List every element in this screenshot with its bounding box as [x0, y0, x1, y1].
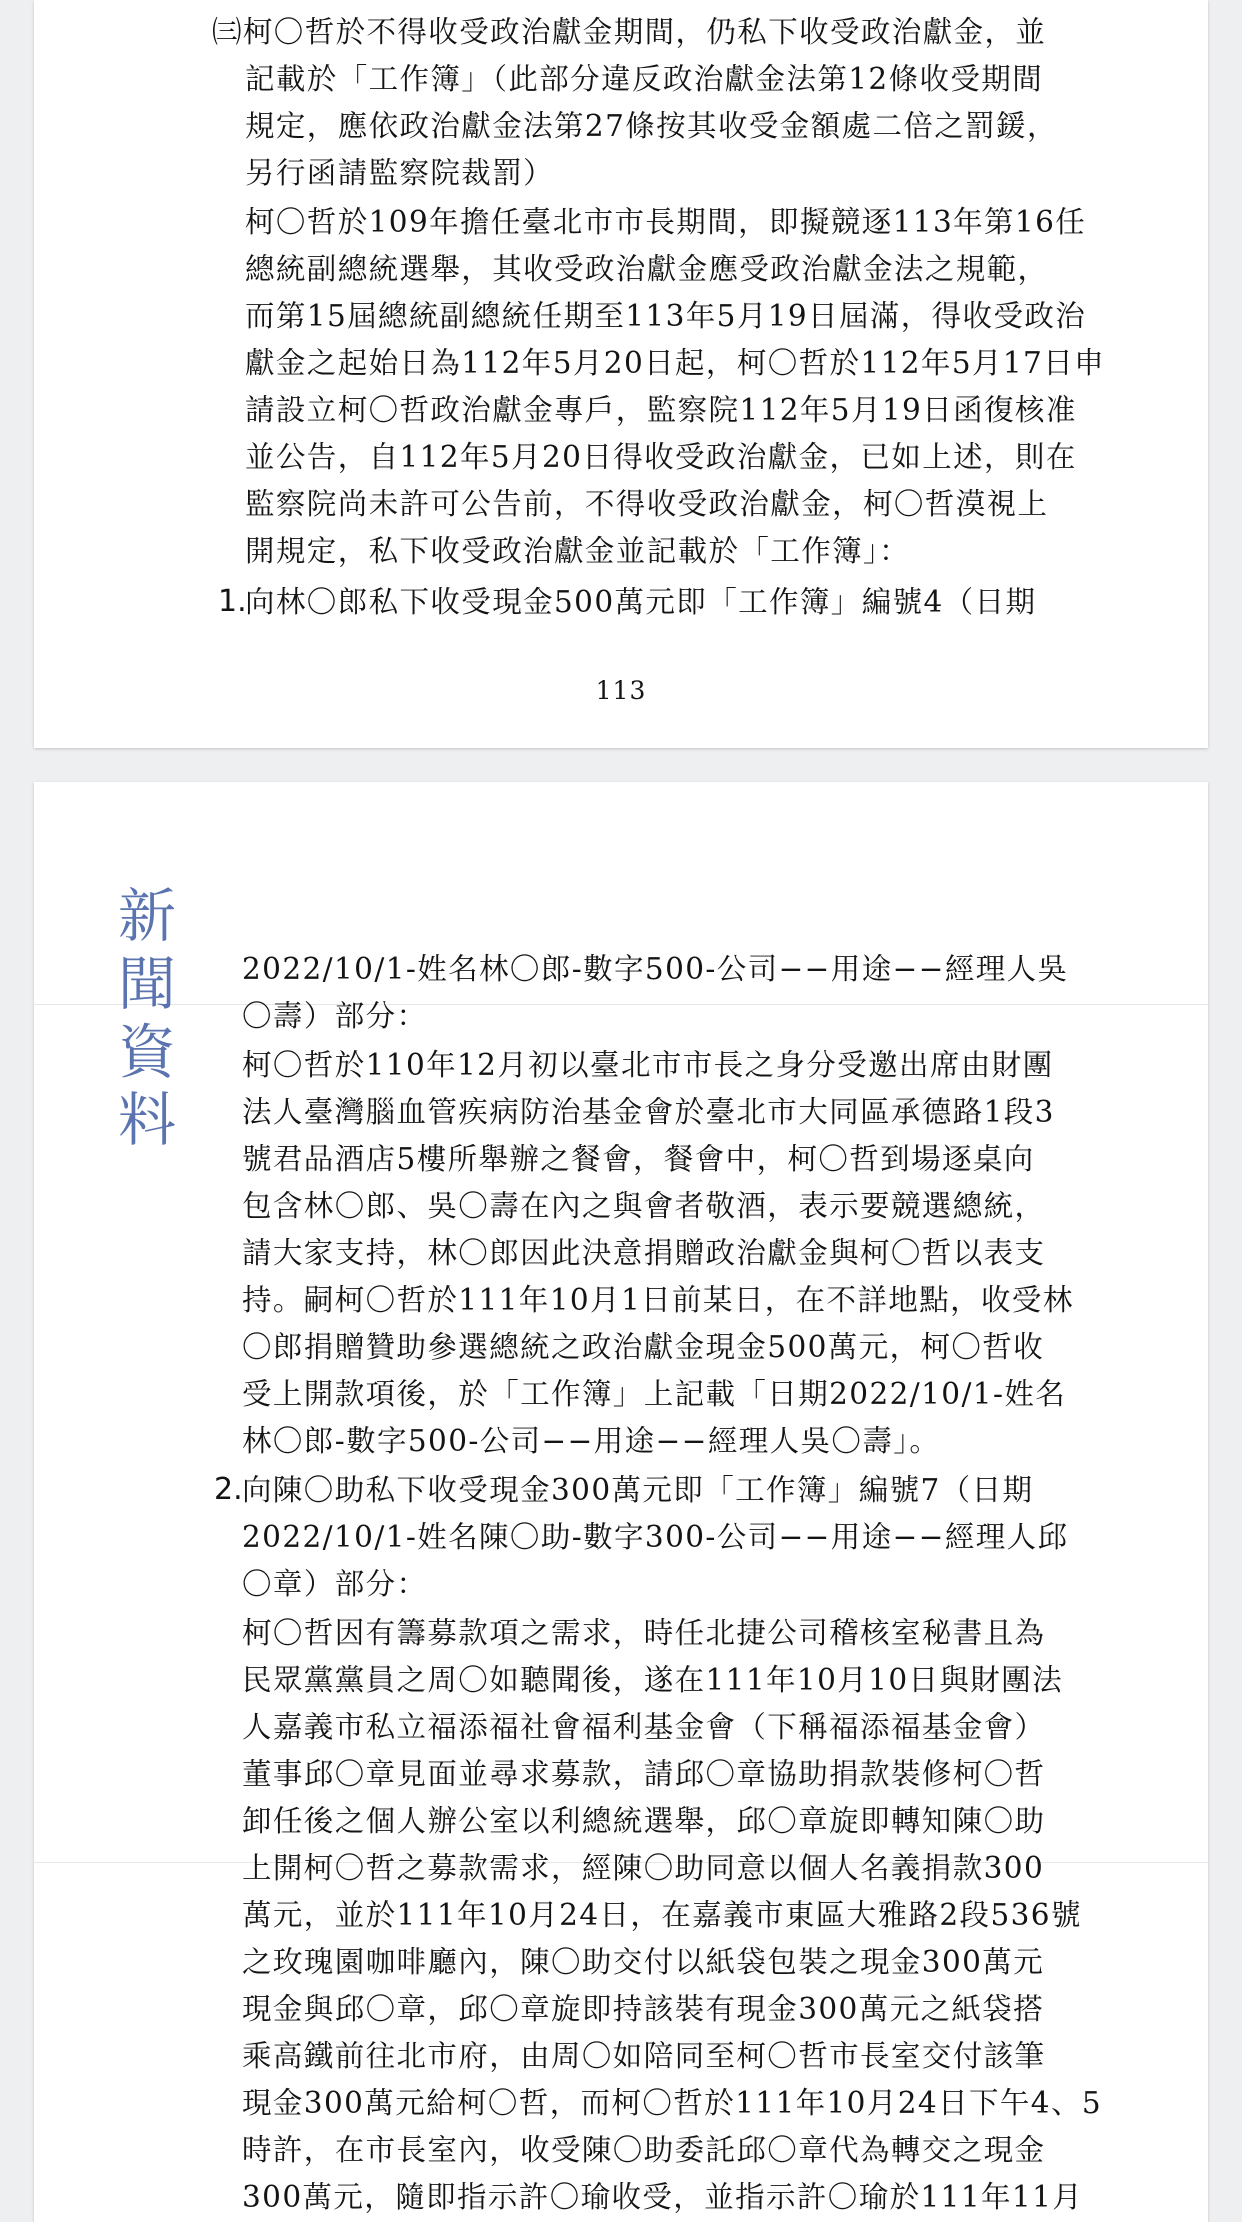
list-item-line: 向陳〇助私下收受現金300萬元即「工作簿」編號7（日期 — [242, 1473, 1034, 1507]
text-line: 柯〇哲於110年12月初以臺北市市長之身分受邀出席由財團 — [242, 1048, 1054, 1082]
page-number: 113 — [595, 676, 647, 705]
text-line: 現金300萬元給柯〇哲，而柯〇哲於111年10月24日下午4、5 — [242, 2086, 1103, 2120]
text-line: 獻金之起始日為112年5月20日起，柯〇哲於112年5月17日申 — [245, 346, 1106, 380]
text-line: 〇壽）部分： — [242, 999, 428, 1033]
stamp-char: 聞 — [117, 950, 176, 1018]
text-line: 法人臺灣腦血管疾病防治基金會於臺北市大同區承德路1段3 — [242, 1095, 1055, 1129]
stamp-char: 料 — [117, 1086, 176, 1154]
text-line: 〇章）部分： — [242, 1567, 428, 1601]
text-line: 另行函請監察院裁罰） — [245, 156, 555, 190]
text-line: 2022/10/1-姓名陳〇助-數字300-公司−−用途−−經理人邱 — [242, 1520, 1069, 1554]
text-line: 林〇郎-數字500-公司−−用途−−經理人吳〇壽」。 — [242, 1424, 941, 1458]
text-line: 2022/10/1-姓名林〇郎-數字500-公司−−用途−−經理人吳 — [242, 952, 1069, 986]
text-line: 請大家支持，林〇郎因此決意捐贈政治獻金與柯〇哲以表支 — [242, 1236, 1046, 1270]
document-page-114 — [34, 782, 1208, 2222]
text-line: 並公告，自112年5月20日得收受政治獻金，已如上述，則在 — [245, 440, 1077, 474]
list-item-line: 向林〇郎私下收受現金500萬元即「工作簿」編號4（日期 — [245, 585, 1037, 619]
list-item-marker: 2. — [214, 1472, 243, 1507]
text-line: 民眾黨黨員之周〇如聽聞後，遂在111年10月10日與財團法 — [242, 1663, 1063, 1697]
text-line: 〇郎捐贈贊助參選總統之政治獻金現金500萬元，柯〇哲收 — [242, 1330, 1045, 1364]
text-line: 總統副總統選舉，其收受政治獻金應受政治獻金法之規範， — [245, 252, 1049, 286]
text-line: 之玫瑰園咖啡廳內，陳〇助交付以紙袋包裝之現金300萬元 — [242, 1945, 1045, 1979]
text-line: 號君品酒店5樓所舉辦之餐會，餐會中，柯〇哲到場逐桌向 — [242, 1142, 1035, 1176]
text-line: 董事邱〇章見面並尋求募款，請邱〇章協助捐款裝修柯〇哲 — [242, 1757, 1046, 1791]
text-line: 而第15屆總統副總統任期至113年5月19日屆滿，得收受政治 — [245, 299, 1087, 333]
text-line: 300萬元，隨即指示許〇瑜收受，並指示許〇瑜於111年11月 — [242, 2180, 1084, 2214]
text-line: 柯〇哲於109年擔任臺北市市長期間，即擬競逐113年第16任 — [245, 205, 1087, 239]
text-line: 規定，應依政治獻金法第27條按其收受金額處二倍之罰鍰， — [245, 109, 1058, 143]
text-line: 卸任後之個人辦公室以利總統選舉，邱〇章旋即轉知陳〇助 — [242, 1804, 1046, 1838]
text-line: 時許，在市長室內，收受陳〇助委託邱〇章代為轉交之現金 — [242, 2133, 1046, 2167]
text-line: 人嘉義市私立福添福社會福利基金會（下稱福添福基金會） — [242, 1710, 1046, 1744]
text-line: 請設立柯〇哲政治獻金專戶，監察院112年5月19日函復核准 — [245, 393, 1077, 427]
stamp-char: 資 — [117, 1018, 176, 1086]
text-line: 持。嗣柯〇哲於111年10月1日前某日，在不詳地點，收受林 — [242, 1283, 1074, 1317]
text-line: 開規定，私下收受政治獻金並記載於「工作簿」： — [245, 534, 911, 568]
text-line: 記載於「工作簿」（此部分違反政治獻金法第12條收受期間 — [245, 62, 1044, 96]
stamp-char: 新 — [117, 882, 176, 950]
text-line: 現金與邱〇章，邱〇章旋即持該裝有現金300萬元之紙袋搭 — [242, 1992, 1045, 2026]
text-line: 上開柯〇哲之募款需求，經陳〇助同意以個人名義捐款300 — [242, 1851, 1045, 1885]
document-page-113 — [34, 0, 1208, 748]
scan-artifact-line — [34, 1004, 1208, 1005]
text-line: 監察院尚未許可公告前，不得收受政治獻金，柯〇哲漠視上 — [245, 487, 1049, 521]
list-item-marker: 1. — [218, 584, 247, 619]
news-material-stamp — [112, 882, 182, 1154]
text-line: 受上開款項後，於「工作簿」上記載「日期2022/10/1-姓名 — [242, 1377, 1067, 1411]
text-line: 包含林〇郎、吳〇壽在內之與會者敬酒，表示要競選總統， — [242, 1189, 1046, 1223]
text-line: 乘高鐵前往北市府，由周〇如陪同至柯〇哲市長室交付該筆 — [242, 2039, 1046, 2073]
text-line: 柯〇哲因有籌募款項之需求，時任北捷公司稽核室秘書且為 — [242, 1616, 1046, 1650]
section-heading-line: ㈢柯〇哲於不得收受政治獻金期間，仍私下收受政治獻金，並 — [212, 15, 1047, 49]
text-line: 萬元，並於111年10月24日，在嘉義市東區大雅路2段536號 — [242, 1898, 1082, 1932]
